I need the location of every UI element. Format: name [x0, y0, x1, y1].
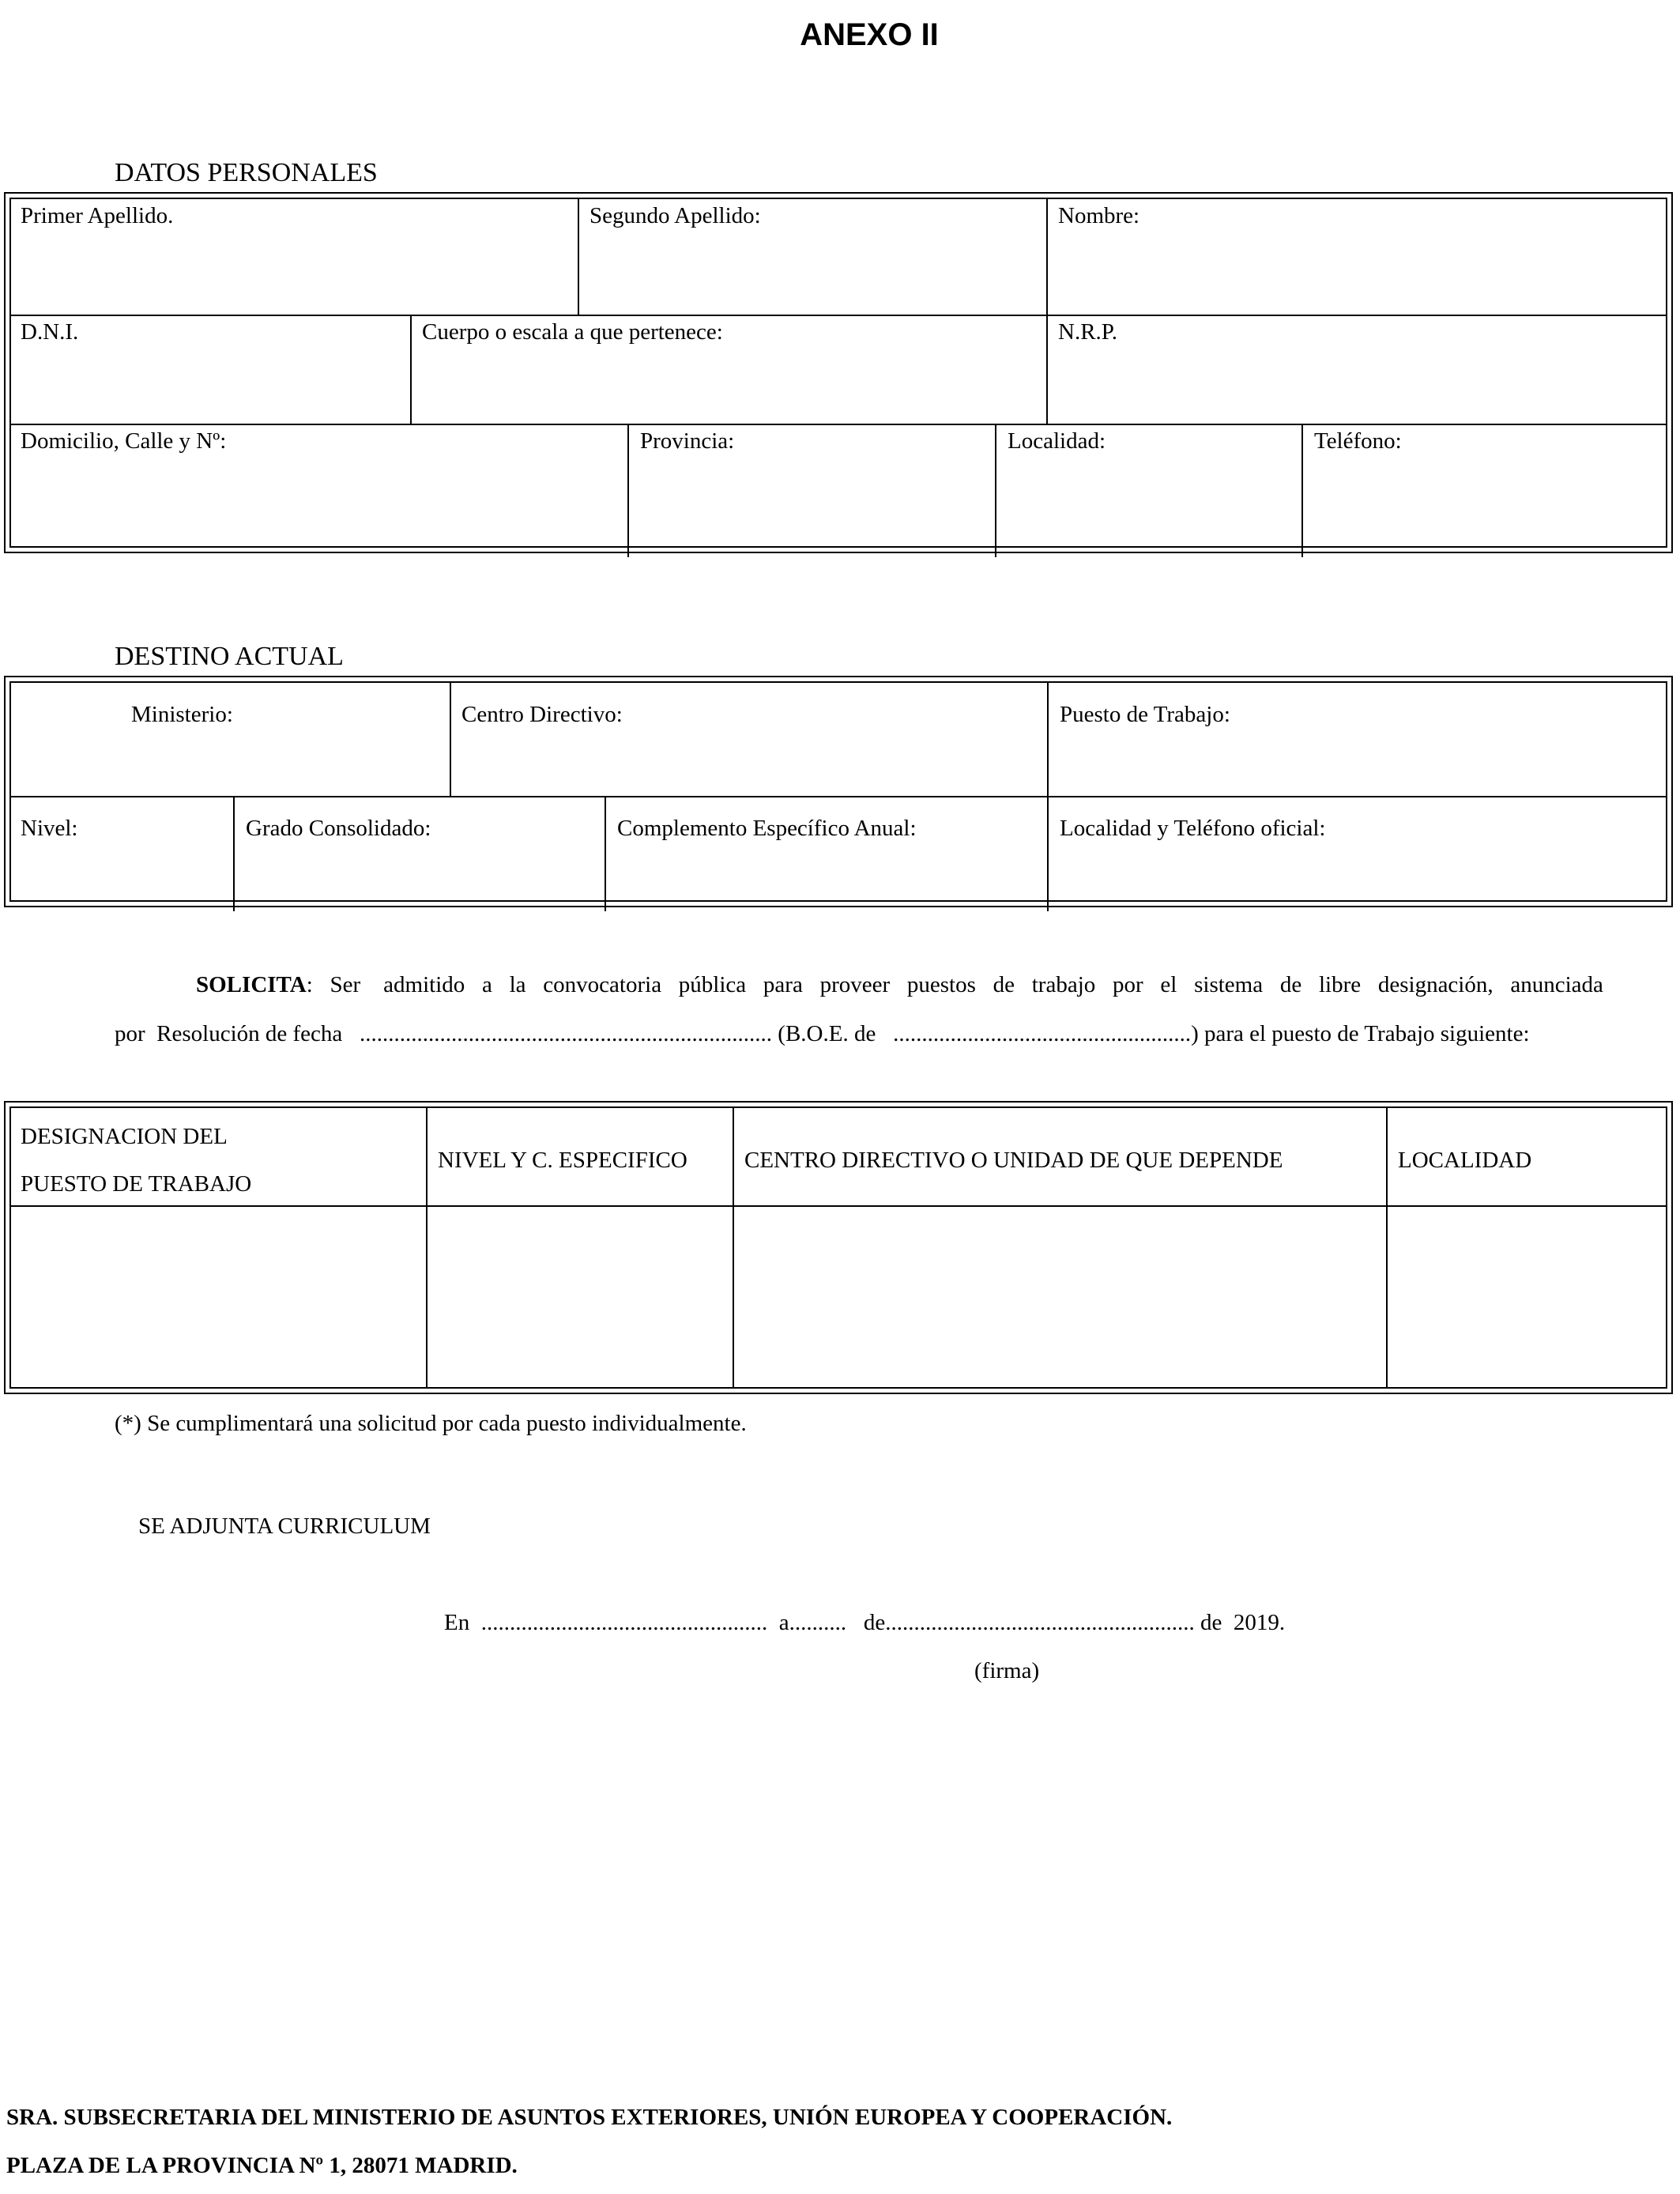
field-nivel[interactable]: Nivel: [21, 816, 78, 841]
puestos-table [4, 1101, 1673, 1394]
solicita-line-2: por Resolución de fecha ........................................................................ (B.O.E. de ....................................................) para el puesto de Trabajo siguiente: [115, 1021, 1530, 1046]
header-nivel-especifico: NIVEL Y C. ESPECIFICO [438, 1148, 687, 1173]
field-nombre[interactable]: Nombre: [1058, 203, 1140, 228]
page-title: ANEXO II [800, 17, 939, 52]
field-provincia[interactable]: Provincia: [640, 428, 735, 454]
footer-address: PLAZA DE LA PROVINCIA Nº 1, 28071 MADRID. [6, 2153, 518, 2178]
header-designacion-line2: PUESTO DE TRABAJO [21, 1171, 252, 1197]
header-centro-directivo: CENTRO DIRECTIVO O UNIDAD DE QUE DEPENDE [744, 1148, 1283, 1173]
field-domicilio[interactable]: Domicilio, Calle y Nº: [21, 428, 227, 454]
cell-designacion-input[interactable] [13, 1208, 424, 1393]
signature-date-line: En .................................................. a.......... de...................................................... de 2019. [444, 1610, 1286, 1635]
field-centro-directivo[interactable]: Centro Directivo: [461, 702, 623, 727]
field-dni[interactable]: D.N.I. [21, 319, 79, 345]
field-segundo-apellido[interactable]: Segundo Apellido: [590, 203, 761, 228]
field-cuerpo-escala[interactable]: Cuerpo o escala a que pertenece: [422, 319, 723, 345]
field-primer-apellido[interactable]: Primer Apellido. [21, 203, 174, 228]
field-grado-consolidado[interactable]: Grado Consolidado: [246, 816, 431, 841]
section-heading-destino-actual: DESTINO ACTUAL [115, 642, 344, 671]
destino-actual-table [4, 676, 1673, 907]
solicita-label: SOLICITA [196, 972, 307, 997]
cell-nivel-input[interactable] [428, 1208, 730, 1393]
header-localidad: LOCALIDAD [1398, 1148, 1532, 1173]
field-ministerio[interactable]: Ministerio: [131, 702, 233, 727]
cell-localidad-input[interactable] [1388, 1208, 1665, 1393]
curriculum-text: SE ADJUNTA CURRICULUM [138, 1514, 431, 1539]
field-puesto-trabajo[interactable]: Puesto de Trabajo: [1060, 702, 1230, 727]
note-text: (*) Se cumplimentará una solicitud por cada puesto individualmente. [115, 1411, 747, 1436]
field-localidad[interactable]: Localidad: [1008, 428, 1106, 454]
section-heading-datos-personales: DATOS PERSONALES [115, 158, 378, 187]
solicita-text: : Ser admitido a la convocatoria pública para proveer puestos de trabajo por el sistema de libre designación, anunciada [306, 972, 1603, 997]
field-localidad-telefono-oficial[interactable]: Localidad y Teléfono oficial: [1060, 816, 1326, 841]
signature-firma: (firma) [974, 1658, 1040, 1683]
field-complemento-especifico[interactable]: Complemento Específico Anual: [617, 816, 917, 841]
field-telefono[interactable]: Teléfono: [1314, 428, 1402, 454]
footer-addressee: SRA. SUBSECRETARIA DEL MINISTERIO DE ASUNTOS EXTERIORES, UNIÓN EUROPEA Y COOPERACIÓN. [6, 2105, 1173, 2130]
field-nrp[interactable]: N.R.P. [1058, 319, 1117, 345]
cell-centro-input[interactable] [735, 1208, 1384, 1393]
solicita-line-1 [196, 972, 1666, 998]
datos-personales-table [4, 192, 1673, 553]
header-designacion-line1: DESIGNACION DEL [21, 1124, 228, 1149]
